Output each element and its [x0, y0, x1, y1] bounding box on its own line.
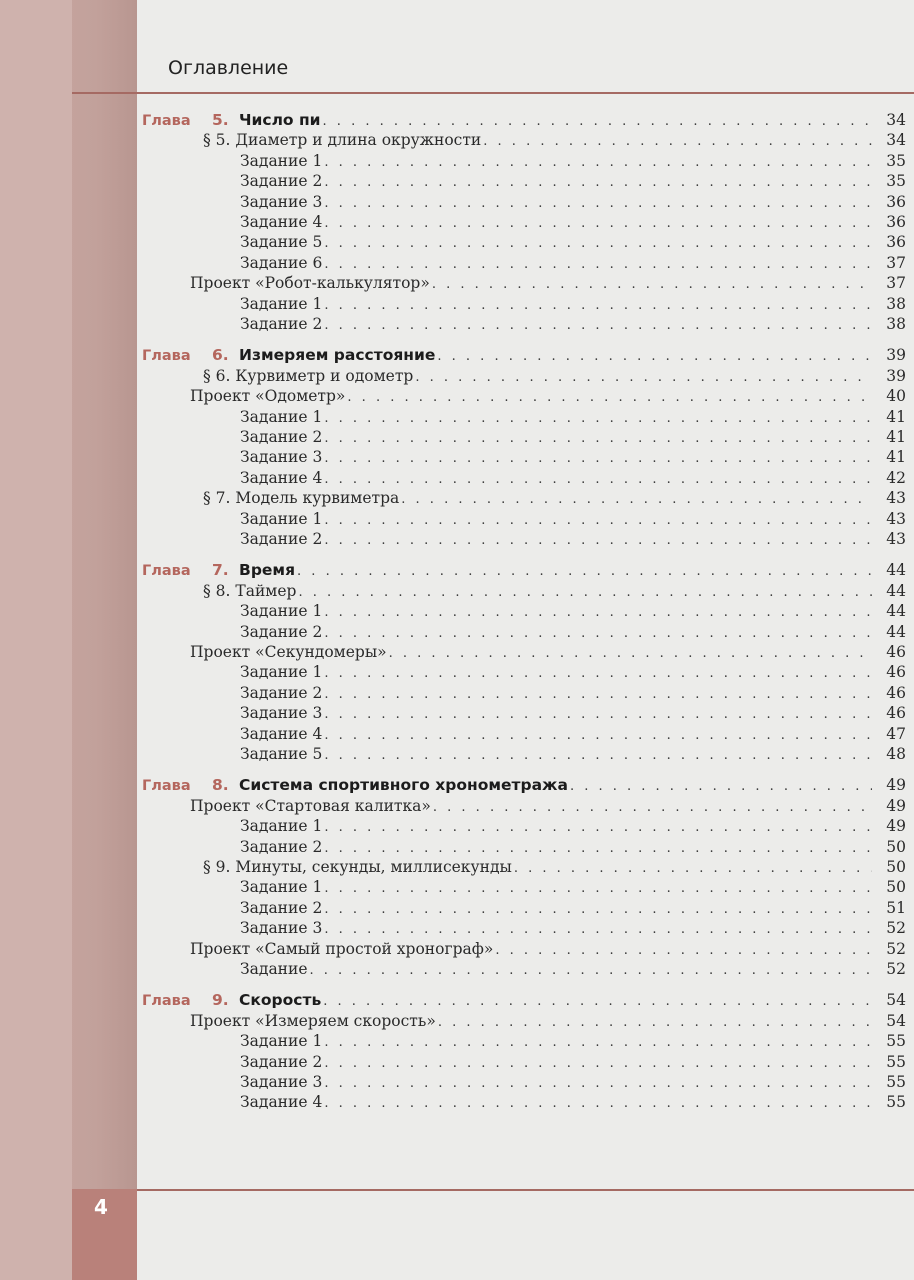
- toc-entry-label: Задание 1: [240, 1032, 323, 1051]
- chapter-title: Время: [239, 561, 296, 580]
- toc-section-row: [0, 366, 914, 386]
- toc-page-number: 43: [886, 530, 906, 548]
- chapter-title: Скорость: [239, 991, 322, 1010]
- toc-page-number: 47: [886, 724, 906, 743]
- toc-task-row: [0, 1031, 914, 1051]
- dot-leader: [438, 1013, 872, 1033]
- toc-entry-label: Задание 4: [240, 724, 323, 743]
- dot-leader: [324, 296, 872, 316]
- toc-page-number: 55: [886, 1073, 906, 1091]
- toc-page-number: 50: [886, 878, 906, 897]
- dot-leader: [324, 746, 872, 766]
- chapter-prefix: Глава: [142, 348, 191, 365]
- toc-task-row: [0, 744, 914, 764]
- toc-entry-label: Задание 6: [240, 253, 323, 272]
- dot-leader: [415, 368, 872, 388]
- toc-chapter-row: [0, 990, 914, 1010]
- toc-task-row: [0, 294, 914, 314]
- dot-leader: [324, 726, 872, 746]
- toc-project-row: [0, 796, 914, 816]
- toc-entry-label: Проект «Измеряем скорость»: [190, 1011, 436, 1030]
- dot-leader: [324, 1094, 872, 1114]
- chapter-number: 6.: [212, 346, 229, 365]
- toc-chapter-row: [0, 560, 914, 580]
- toc-page-number: 52: [886, 919, 906, 938]
- toc-chapter-row: [0, 345, 914, 365]
- toc-page-number: 38: [886, 294, 906, 313]
- dot-leader: [324, 664, 872, 684]
- toc-page-number: 52: [886, 960, 906, 978]
- toc-project-row: [0, 939, 914, 959]
- toc-task-row: [0, 212, 914, 232]
- toc-entry-label: Задание 1: [240, 294, 323, 313]
- toc-page-number: 49: [886, 817, 906, 836]
- chapter-prefix: Глава: [142, 113, 191, 129]
- toc-project-row: [0, 386, 914, 406]
- toc-page-number: 35: [886, 172, 906, 191]
- toc-entry-label: Задание 2: [240, 622, 323, 641]
- dot-leader: [324, 531, 872, 551]
- toc-page-number: 46: [886, 643, 906, 661]
- toc-entry-label: Задание 3: [240, 192, 323, 211]
- toc-task-row: [0, 509, 914, 529]
- dot-leader: [324, 316, 872, 336]
- chapter-prefix: Глава: [142, 563, 191, 580]
- toc-task-row: [0, 816, 914, 836]
- toc-page-number: 37: [886, 274, 906, 293]
- toc-entry-label: Проект «Секундомеры»: [190, 643, 387, 661]
- chapter-title: Число пи: [239, 111, 321, 129]
- toc-page-number: 55: [886, 1093, 906, 1112]
- toc-page-number: 55: [886, 1032, 906, 1051]
- dot-leader: [324, 409, 872, 429]
- toc-page-number: 39: [886, 346, 906, 365]
- toc-entry-label: Задание: [240, 960, 308, 978]
- toc-entry-label: Проект «Стартовая калитка»: [190, 796, 431, 815]
- dot-leader: [324, 603, 872, 623]
- dot-leader: [324, 624, 872, 644]
- toc-page-number: 41: [886, 407, 906, 426]
- toc-task-row: [0, 601, 914, 621]
- toc-page-number: 55: [886, 1052, 906, 1071]
- toc-project-row: [0, 1011, 914, 1031]
- toc-task-row: [0, 1072, 914, 1092]
- dot-leader: [324, 705, 872, 725]
- toc-task-row: [0, 1092, 914, 1112]
- dot-leader: [324, 429, 872, 449]
- toc-page-number: 43: [886, 509, 906, 528]
- footer-divider: [72, 1189, 914, 1191]
- dot-leader: [310, 961, 872, 981]
- chapter-number: 5.: [212, 111, 229, 129]
- dot-leader: [437, 347, 872, 367]
- toc-page-number: 36: [886, 233, 906, 252]
- toc-page-number: 38: [886, 315, 906, 333]
- toc-task-row: [0, 918, 914, 938]
- dot-leader: [324, 839, 872, 859]
- dot-leader: [297, 562, 872, 582]
- page-title: Оглавление: [168, 57, 289, 79]
- dot-leader: [324, 685, 872, 705]
- toc-task-row: [0, 1052, 914, 1072]
- toc-page-number: 36: [886, 213, 906, 231]
- dot-leader: [495, 941, 872, 961]
- chapter-title: Измеряем расстояние: [239, 346, 436, 365]
- chapter-number: 7.: [212, 561, 229, 580]
- toc-entry-label: Задание 2: [240, 530, 323, 548]
- toc-entry-label: Задание 3: [240, 448, 323, 467]
- toc-entry-label: Задание 2: [240, 172, 323, 191]
- toc-page-number: 41: [886, 448, 906, 467]
- dot-leader: [324, 900, 872, 920]
- toc-page-number: 44: [886, 581, 906, 600]
- toc-page-number: 44: [886, 602, 906, 621]
- toc-entry-label: § 6. Курвиметр и одометр: [203, 366, 414, 385]
- toc-entry-label: Задание 4: [240, 1093, 323, 1112]
- dot-leader: [324, 879, 872, 899]
- dot-leader: [324, 153, 872, 173]
- toc-page-number: 44: [886, 622, 906, 641]
- toc-chapter-row: [0, 110, 914, 130]
- toc-page-number: 43: [886, 489, 906, 508]
- dot-leader: [347, 388, 872, 408]
- toc-entry-label: Задание 2: [240, 683, 323, 702]
- toc-entry-label: Задание 4: [240, 213, 323, 231]
- dot-leader: [389, 644, 872, 664]
- dot-leader: [324, 1074, 872, 1094]
- toc-task-row: [0, 622, 914, 642]
- header-divider: [72, 92, 914, 94]
- dot-leader: [433, 798, 872, 818]
- toc-page-number: 42: [886, 468, 906, 487]
- toc-entry-label: Задание 1: [240, 509, 323, 528]
- toc-page-number: 34: [886, 131, 906, 150]
- dot-leader: [324, 214, 872, 234]
- toc-entry-label: Задание 2: [240, 898, 323, 917]
- toc-entry-label: Задание 1: [240, 407, 323, 426]
- toc-task-row: [0, 837, 914, 857]
- dot-leader: [298, 583, 872, 603]
- dot-leader: [323, 992, 872, 1012]
- chapter-title: Система спортивного хронометража: [239, 776, 568, 795]
- toc-entry-label: [0, 560, 295, 581]
- toc-page-number: 48: [886, 745, 906, 763]
- dot-leader: [323, 112, 872, 132]
- toc-page-number: 50: [886, 837, 906, 856]
- toc-page-number: 35: [886, 151, 906, 170]
- dot-leader: [324, 818, 872, 838]
- toc-entry-label: Задание 2: [240, 837, 323, 856]
- toc-page-number: 37: [886, 253, 906, 272]
- toc-entry-label: Проект «Робот-калькулятор»: [190, 274, 430, 293]
- toc-task-row: [0, 959, 914, 979]
- toc-page-number: 40: [886, 387, 906, 406]
- toc-entry-label: Задание 3: [240, 704, 323, 723]
- toc-task-row: [0, 171, 914, 191]
- dot-leader: [324, 173, 872, 193]
- toc-entry-label: Задание 1: [240, 602, 323, 621]
- toc-entry-label: [0, 345, 435, 366]
- toc-entry-label: Задание 1: [240, 663, 323, 682]
- dot-leader: [401, 490, 872, 510]
- toc-entry-label: Задание 1: [240, 878, 323, 897]
- toc-task-row: [0, 703, 914, 723]
- dot-leader: [324, 449, 872, 469]
- toc-entry-label: § 8. Таймер: [203, 581, 297, 600]
- toc-entry-label: Задание 2: [240, 428, 323, 446]
- toc-page-number: 36: [886, 192, 906, 211]
- toc-page-number: 54: [886, 1011, 906, 1030]
- toc-entry-label: [0, 990, 321, 1011]
- toc-page-number: 54: [886, 991, 906, 1010]
- toc-project-row: [0, 642, 914, 662]
- toc-entry-label: [0, 110, 321, 131]
- page-number: 4: [94, 1195, 108, 1219]
- toc-section-row: [0, 488, 914, 508]
- toc-page-number: 44: [886, 561, 906, 580]
- dot-leader: [324, 194, 872, 214]
- toc-task-row: [0, 468, 914, 488]
- toc-entry-label: Задание 1: [240, 151, 323, 170]
- chapter-number: 8.: [212, 776, 229, 795]
- toc-page-number: 50: [886, 858, 906, 876]
- toc-entry-label: § 7. Модель курвиметра: [203, 489, 400, 508]
- toc-entry-label: Задание 1: [240, 817, 323, 836]
- dot-leader: [324, 511, 872, 531]
- dot-leader: [324, 1054, 872, 1074]
- toc-page-number: 46: [886, 663, 906, 682]
- toc-entry-label: § 9. Минуты, секунды, миллисекунды: [203, 858, 512, 876]
- dot-leader: [570, 777, 872, 797]
- toc-task-row: [0, 683, 914, 703]
- dot-leader: [324, 255, 872, 275]
- toc-page-number: 52: [886, 939, 906, 958]
- dot-leader: [483, 132, 872, 152]
- toc-page-number: 34: [886, 111, 906, 129]
- dot-leader: [324, 1033, 872, 1053]
- toc-page-number: 46: [886, 683, 906, 702]
- toc-page-number: 39: [886, 366, 906, 385]
- toc-task-row: [0, 877, 914, 897]
- toc-project-row: [0, 273, 914, 293]
- toc-task-row: [0, 529, 914, 549]
- dot-leader: [514, 859, 872, 879]
- toc-task-row: [0, 253, 914, 273]
- toc-task-row: [0, 314, 914, 334]
- toc-task-row: [0, 898, 914, 918]
- toc-task-row: [0, 662, 914, 682]
- toc-entry-label: Проект «Самый простой хронограф»: [190, 939, 494, 958]
- toc-entry-label: Задание 3: [240, 1073, 323, 1091]
- toc-entry-label: Задание 2: [240, 315, 323, 333]
- chapter-prefix: Глава: [142, 993, 191, 1010]
- toc-section-row: [0, 581, 914, 601]
- toc-task-row: [0, 427, 914, 447]
- toc-entry-label: Задание 4: [240, 468, 323, 487]
- dot-leader: [324, 470, 872, 490]
- chapter-number: 9.: [212, 991, 229, 1010]
- toc-page-number: 51: [886, 898, 906, 917]
- dot-leader: [324, 920, 872, 940]
- toc-entry-label: Задание 3: [240, 919, 323, 938]
- toc-task-row: [0, 151, 914, 171]
- toc-entry-label: Задание 5: [240, 233, 323, 252]
- toc-section-row: [0, 130, 914, 150]
- toc-task-row: [0, 447, 914, 467]
- toc-task-row: [0, 724, 914, 744]
- toc-task-row: [0, 232, 914, 252]
- toc-entry-label: Задание 5: [240, 745, 323, 763]
- dot-leader: [324, 234, 872, 254]
- toc-task-row: [0, 407, 914, 427]
- toc-entry-label: Проект «Одометр»: [190, 387, 346, 406]
- toc-entry-label: [0, 775, 568, 796]
- dot-leader: [432, 275, 872, 295]
- toc-entry-label: Задание 2: [240, 1052, 323, 1071]
- toc-section-row: [0, 857, 914, 877]
- chapter-prefix: Глава: [142, 778, 191, 795]
- toc-page-number: 49: [886, 776, 906, 795]
- toc-task-row: [0, 192, 914, 212]
- toc-chapter-row: [0, 775, 914, 795]
- toc-page-number: 46: [886, 704, 906, 723]
- toc-page-number: 41: [886, 428, 906, 446]
- toc-page-number: 49: [886, 796, 906, 815]
- toc-entry-label: § 5. Диаметр и длина окружности: [203, 131, 482, 150]
